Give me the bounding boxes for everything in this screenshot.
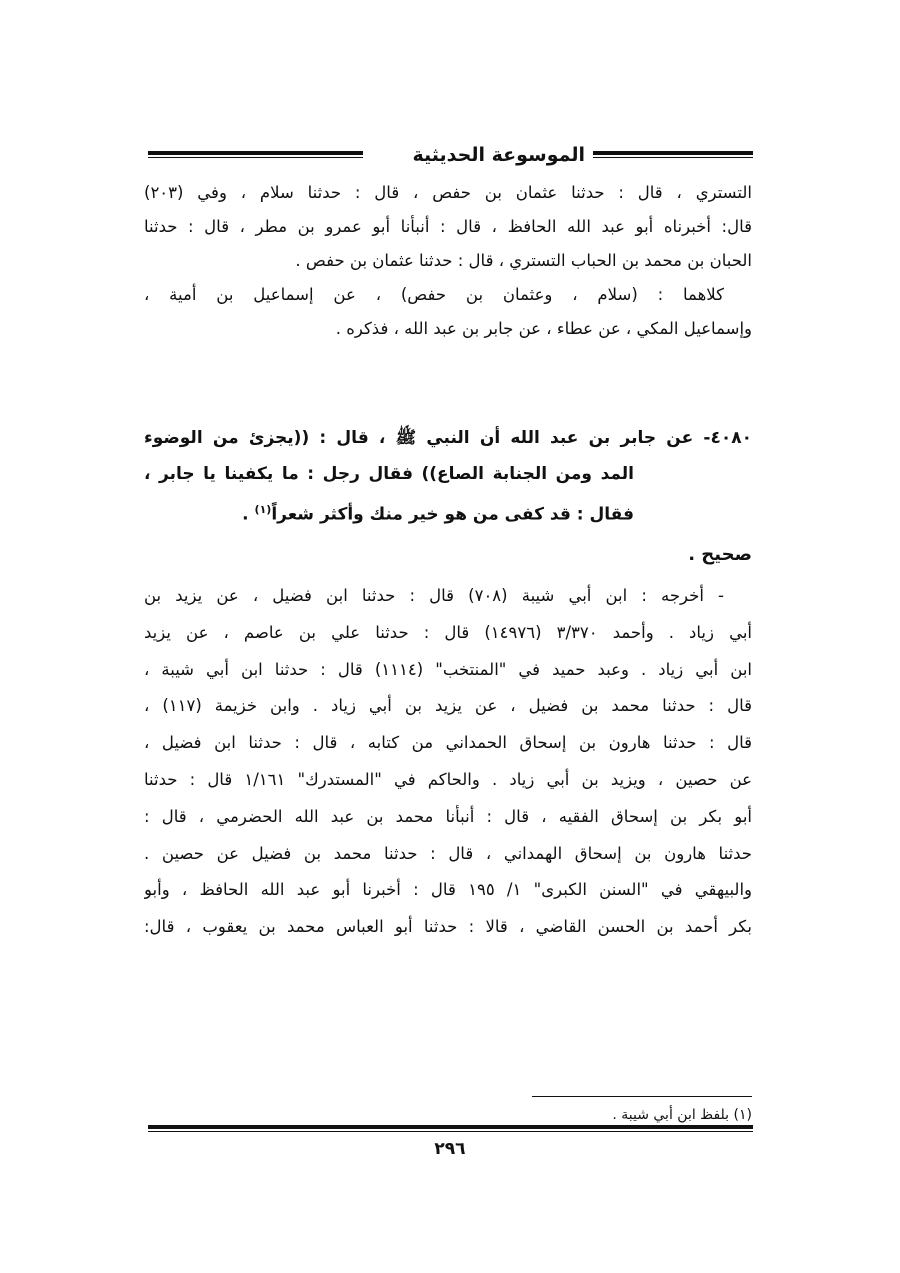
text-line: حدثنا هارون بن إسحاق الهمداني ، قال : حدثنا محمد بن فضيل عن حصين .	[144, 843, 752, 863]
footnote-separator	[532, 1096, 752, 1097]
text-line: أبو بكر بن إسحاق الفقيه ، قال : أنبأنا محمد بن عبد الله الحضرمي ، قال :	[144, 806, 752, 826]
text-line: - أخرجه : ابن أبي شيبة (٧٠٨) قال : حدثنا ابن فضيل ، عن يزيد بن	[144, 586, 724, 605]
hadith-line-end: .	[242, 504, 255, 525]
hadith-text	[144, 420, 752, 528]
hadith-line: ٤٠٨٠- عن جابر بن عبد الله أن النبي ﷺ ، قال : ((يجزئ من الوضوء	[144, 428, 752, 448]
hadith-line	[144, 492, 752, 528]
text-line: التستري ، قال : حدثنا عثمان بن حفص ، قال : حدثنا سلام ، وفي (٢٠٣)	[144, 183, 752, 202]
text-line: والبيهقي في "السنن الكبرى" ١/ ١٩٥ قال : أخبرنا أبو عبد الله الحافظ ، وأبو	[144, 880, 752, 900]
text-line: عن حصين ، ويزيد بن أبي زياد . والحاكم في "المستدرك" ١/١٦١ قال : حدثنا	[144, 769, 752, 789]
text-line: أبي زياد . وأحمد ٣/٣٧٠ (١٤٩٧٦) قال : حدثنا علي بن عاصم ، عن يزيد	[144, 622, 752, 642]
text-line: قال : حدثنا محمد بن فضيل ، عن يزيد بن أبي زياد . وابن خزيمة (١١٧) ،	[144, 696, 752, 716]
takhrij-paragraph	[144, 578, 752, 946]
text-line: ابن أبي زياد . وعبد حميد في "المنتخب" (١١١٤) قال : حدثنا ابن أبي شيبة ،	[144, 659, 752, 679]
page-number: ٢٩٦	[434, 1139, 466, 1159]
footer-rule	[148, 1125, 753, 1132]
book-title: الموسوعة الحديثية	[405, 140, 594, 170]
hadith-line-text: فقال : قد كفى من هو خير منك وأكثر شعراً	[271, 504, 634, 525]
page-header	[148, 140, 753, 170]
footnote-marker: (١)	[254, 503, 272, 516]
text-line: بكر أحمد بن الحسن القاضي ، قالا : حدثنا أبو العباس محمد بن يعقوب ، قال:	[144, 917, 752, 937]
text-line: الحبان بن محمد بن الحباب التستري ، قال : حدثنا عثمان بن حفص .	[295, 251, 752, 270]
header-rule-left	[148, 151, 363, 158]
footnote: (١) بلفظ ابن أبي شيبة .	[612, 1107, 752, 1123]
hadith-line: المد ومن الجنابة الصاع)) فقال رجل : ما يكفينا يا جابر ،	[144, 464, 634, 484]
text-line: قال : حدثنا هارون بن إسحاق الحمداني من كتابه ، قال : حدثنا ابن فضيل ،	[144, 733, 752, 753]
hadith-grade: صحيح .	[688, 544, 752, 565]
text-line: قال: أخبرناه أبو عبد الله الحافظ ، قال : أنبأنا أبو عمرو بن مطر ، قال : حدثنا	[144, 217, 752, 236]
text-line: وإسماعيل المكي ، عن عطاء ، عن جابر بن عبد الله ، فذكره .	[335, 319, 752, 338]
text-line: كلاهما : (سلام ، وعثمان بن حفص) ، عن إسماعيل بن أمية ،	[144, 285, 724, 304]
intro-paragraph	[144, 176, 752, 346]
